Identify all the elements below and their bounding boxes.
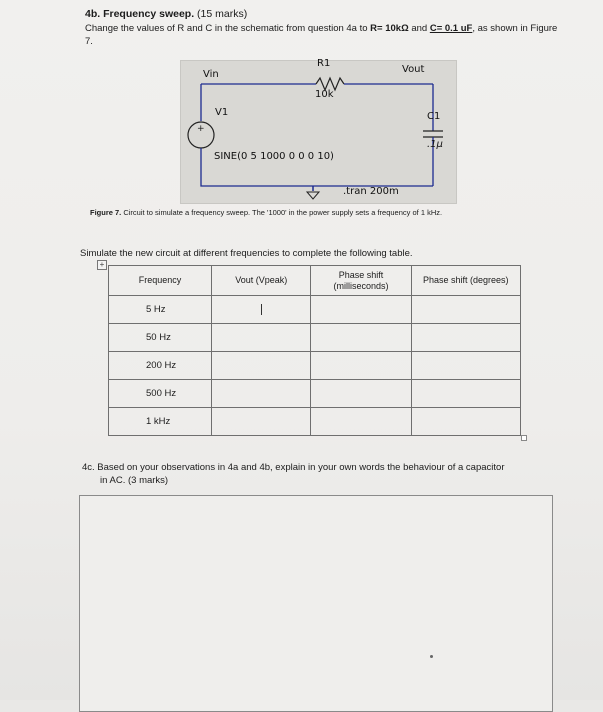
text-cursor [261, 304, 262, 315]
answer-text-box[interactable] [79, 495, 553, 712]
table-row [109, 380, 521, 408]
question-4c-marks: in AC. (3 marks) [100, 475, 169, 486]
question-4b-instructions [85, 22, 565, 48]
caption-text: Circuit to simulate a frequency sweep. The '1000' in the power supply sets a frequency of 1 kHz. [121, 208, 443, 217]
phase-ms-cell[interactable] [311, 380, 411, 408]
phase-deg-cell[interactable] [411, 324, 521, 352]
frequency-table [108, 265, 521, 436]
instruction-and: and [408, 23, 430, 34]
phase-deg-cell[interactable] [411, 380, 521, 408]
r1-value-label: 10k [315, 89, 334, 100]
vout-cell[interactable] [211, 296, 311, 324]
svg-text:+: + [197, 124, 205, 134]
phase-deg-cell[interactable] [411, 408, 521, 436]
table-move-handle-icon[interactable]: + [97, 260, 107, 270]
header-phase-ms: Phase shift (milliseconds) [311, 266, 411, 296]
vout-label: Vout [402, 64, 425, 75]
vin-label: Vin [203, 69, 219, 80]
phase-ms-cell[interactable] [311, 408, 411, 436]
vout-cell[interactable] [211, 380, 311, 408]
phase-ms-cell[interactable] [311, 352, 411, 380]
r1-label: R1 [317, 58, 331, 69]
vout-cell[interactable] [211, 408, 311, 436]
caption-figure-number: Figure 7. [90, 208, 122, 217]
header-frequency: Frequency [109, 266, 212, 296]
c1-value-label: .1µ [427, 139, 443, 150]
frequency-cell: 500 Hz [109, 380, 212, 408]
table-resize-handle[interactable] [521, 435, 527, 441]
table-row [109, 408, 521, 436]
speck-dot [430, 655, 433, 658]
frequency-cell: 200 Hz [109, 352, 212, 380]
vout-cell[interactable] [211, 352, 311, 380]
header-phase-deg: Phase shift (degrees) [411, 266, 521, 296]
instruction-text: Change the values of R and C in the schematic from question 4a to [85, 23, 371, 34]
question-4b-heading: 4b. Frequency sweep. [85, 8, 195, 20]
phase-deg-cell[interactable] [411, 352, 521, 380]
question-4b-title [85, 8, 247, 20]
simulate-instruction: Simulate the new circuit at different frequencies to complete the following table. [80, 248, 413, 259]
phase-ms-cell[interactable] [311, 296, 411, 324]
frequency-cell: 50 Hz [109, 324, 212, 352]
v1-label: V1 [215, 107, 229, 118]
phase-deg-cell[interactable] [411, 296, 521, 324]
schematic-drawing [181, 61, 456, 203]
vout-cell[interactable] [211, 324, 311, 352]
phase-ms-cell[interactable] [311, 324, 411, 352]
c1-label: C1 [427, 111, 441, 122]
tran-directive-label: .tran 200m [343, 186, 399, 197]
table-row [109, 296, 521, 324]
header-vout: Vout (Vpeak) [211, 266, 311, 296]
table-row [109, 352, 521, 380]
ground-symbol [307, 192, 319, 199]
circuit-schematic [180, 60, 457, 204]
frequency-cell: 5 Hz [109, 296, 212, 324]
figure-7-caption [90, 208, 442, 217]
source-params-label: SINE(0 5 1000 0 0 0 10) [214, 151, 334, 162]
capacitor-value-text: C= 0.1 uF [429, 23, 473, 34]
table-row [109, 324, 521, 352]
instruction-end: , as shown in Figure 7. [85, 23, 558, 47]
question-4b-marks: (15 marks) [194, 8, 248, 20]
resistor-value-text: R= 10kΩ [370, 23, 409, 34]
table-header-row [109, 266, 521, 296]
question-4c-title: 4c. Based on your observations in 4a and 4b, explain in your own words the behaviour of a capacitor [82, 462, 505, 473]
frequency-cell: 1 kHz [109, 408, 212, 436]
